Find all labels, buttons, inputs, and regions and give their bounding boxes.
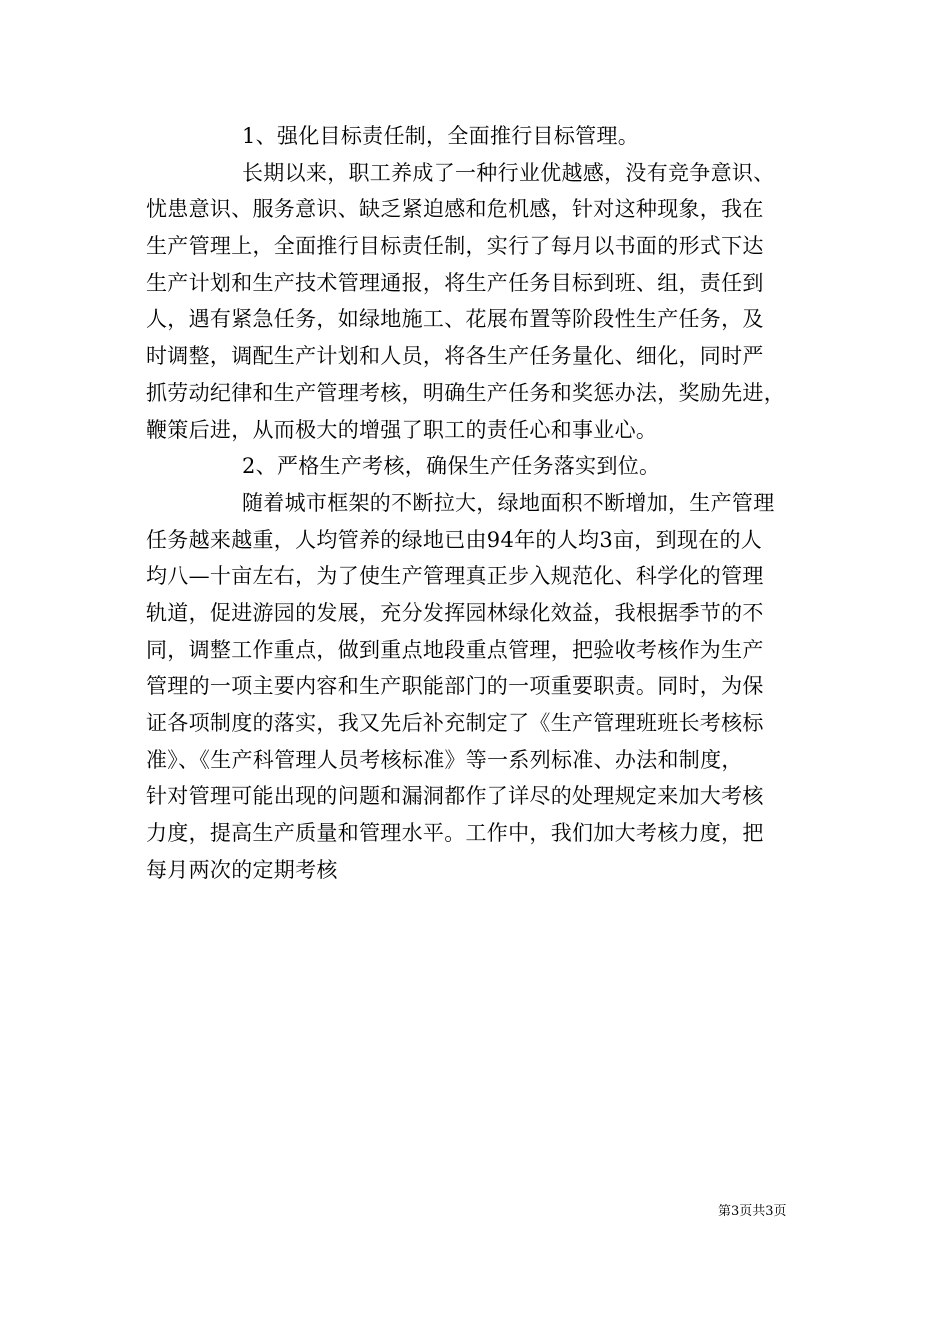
heading-1: 1、强化目标责任制，全面推行目标管理。 [242, 124, 640, 148]
page-number: 第3页共3页 [718, 1204, 787, 1219]
paragraph-2-line: 同，调整工作重点，做到重点地段重点管理，把验收考核作为生产 [146, 637, 764, 662]
paragraph-2-line: 证各项制度的落实，我又先后补充制定了《生产管理班班长考核标 [146, 711, 764, 735]
paragraph-2-line: 每月两次的定期考核 [146, 857, 338, 882]
paragraph-2-line: 力度，提高生产质量和管理水平。工作中，我们加大考核力度，把 [146, 821, 764, 846]
heading-2: 2、严格生产考核，确保生产任务落实到位。 [242, 454, 661, 479]
paragraph-1-line: 生产计划和生产技术管理通报，将生产任务目标到班、组，责任到 [146, 270, 764, 295]
paragraph-2-line: 准》、《生产科管理人员考核标准》等一系列标准、办法和制度， [146, 747, 743, 772]
paragraph-2-line: 轨道，促进游园的发展，充分发挥园林绿化效益，我根据季节的不 [146, 600, 764, 625]
paragraph-2-line: 随着城市框架的不断拉大，绿地面积不断增加，生产管理 [242, 490, 775, 515]
paragraph-1-line: 抓劳动纪律和生产管理考核，明确生产任务和奖惩办法，奖励先进， [146, 380, 785, 405]
paragraph-1-line: 长期以来，职工养成了一种行业优越感，没有竞争意识、 [242, 160, 775, 185]
document-body [146, 118, 826, 888]
paragraph-1-line: 人，遇有紧急任务，如绿地施工、花展布置等阶段性生产任务，及 [146, 307, 764, 332]
paragraph-1-line: 鞭策后进，从而极大的增强了职工的责任心和事业心。 [146, 417, 658, 442]
paragraph-1-line: 生产管理上，全面推行目标责任制，实行了每月以书面的形式下达 [146, 234, 764, 259]
paragraph-2-line: 任务越来越重，人均管养的绿地已由94年的人均3亩，到现在的人 [146, 527, 763, 552]
paragraph-2-line: 管理的一项主要内容和生产职能部门的一项重要职责。同时，为保 [146, 674, 764, 699]
paragraph-1-line: 时调整，调配生产计划和人员，将各生产任务量化、细化，同时严 [146, 344, 764, 369]
paragraph-2-line: 针对管理可能出现的问题和漏洞都作了详尽的处理规定来加大考核 [146, 784, 764, 809]
paragraph-2-line: 均八—十亩左右，为了使生产管理真正步入规范化、科学化的管理 [146, 564, 764, 589]
paragraph-1-line: 忧患意识、服务意识、缺乏紧迫感和危机感，针对这种现象，我在 [146, 197, 764, 222]
